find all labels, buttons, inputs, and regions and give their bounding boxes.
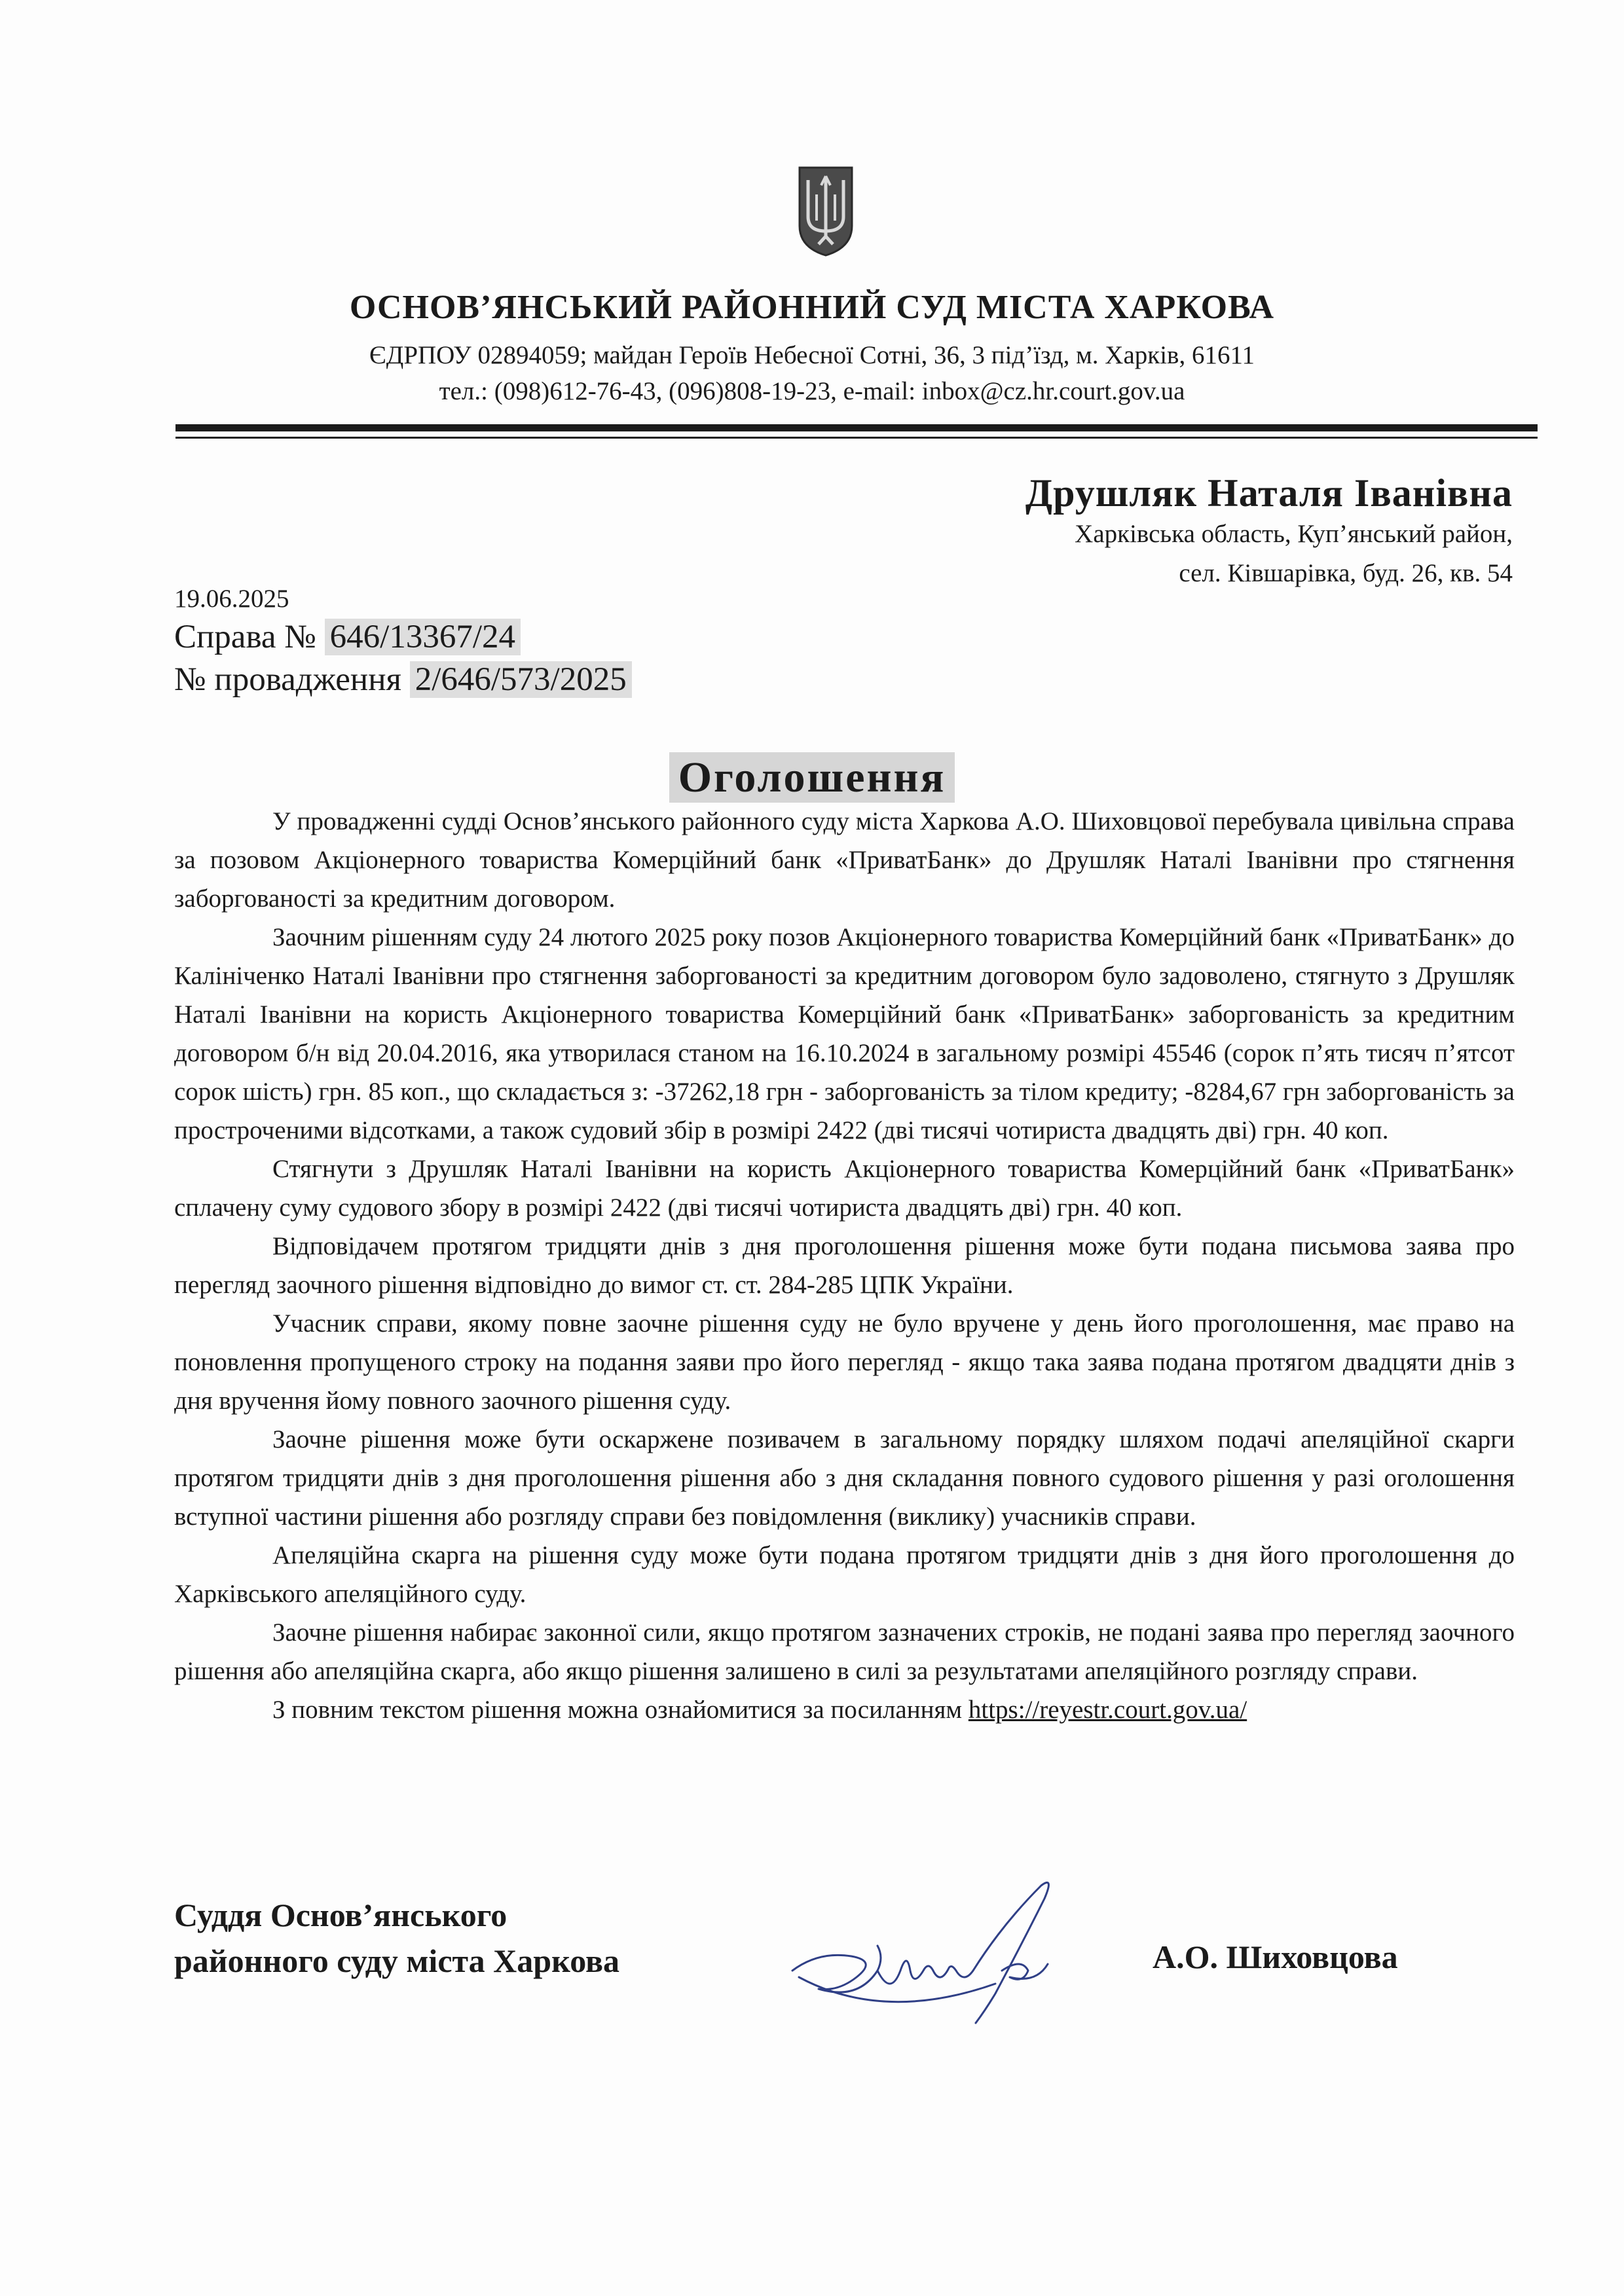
trident-coat-of-arms-icon: [798, 166, 854, 257]
announcement-body: [174, 802, 1515, 1729]
document-title: Оголошення: [669, 752, 955, 803]
recipient-address-line-2: сел. Ківшарівка, буд. 26, кв. 54: [1179, 559, 1513, 588]
paragraph: Стягнути з Друшляк Наталі Іванівни на користь Акціонерного товариства Комерційний банк «ПриватБанк» сплачену суму судового збору в розмірі 2422 (дві тисячі чотириста двадцять дві) грн. 40 коп.: [174, 1155, 1515, 1222]
proceeding-number-label: № провадження: [174, 661, 401, 698]
paragraph: Відповідачем протягом тридцяти днів з дня проголошення рішення може бути подана письмова заява про перегляд заочного рішення відповідно до вимог ст. ст. 284-285 ЦПК України.: [174, 1232, 1515, 1299]
paragraph-with-link: [174, 1690, 1515, 1729]
header-divider-thick: [175, 424, 1538, 431]
judge-position-line-1: Суддя Основ’янського: [174, 1897, 507, 1933]
recipient-name: Друшляк Наталя Іванівна: [1025, 471, 1513, 515]
link-intro-text: З повним текстом рішення можна ознайомитися за посиланням: [272, 1696, 963, 1724]
proceeding-number: 2/646/573/2025: [410, 661, 632, 698]
handwritten-signature-icon: [779, 1872, 1094, 2056]
court-name: ОСНОВ’ЯНСЬКИЙ РАЙОННИЙ СУД МІСТА ХАРКОВА: [349, 289, 1275, 326]
paragraph: Заочне рішення набирає законної сили, якщо протягом зазначених строків, не подані заява про перегляд заочного рішення або апеляційна скарга, або якщо рішення залишено в силі за результатами апеляційного розгляду справи.: [174, 1618, 1515, 1685]
court-address: ЄДРПОУ 02894059; майдан Героїв Небесної Сотні, 36, 3 під’їзд, м. Харків, 61611: [369, 341, 1255, 369]
recipient-address-line-1: Харківська область, Куп’янський район,: [1075, 520, 1513, 548]
paragraph: Заочним рішенням суду 24 лютого 2025 року позов Акціонерного товариства Комерційний банк «ПриватБанк» до Калініченко Наталі Іванівни про стягнення заборгованості за кредитним договором було задоволено, стягнуто з Друшляк Наталі Іванівни на користь Акціонерного товариства Комерційний банк «ПриватБанк» заборгованість за кредитним договором б/н від 20.04.2016, яка утворилася станом на 16.10.2024 в загальному розмірі 45546 (сорок п’ять тисяч п’ятсот сорок шість) грн. 85 коп., що складається з: -37262,18 грн - заборгованість за тілом кредиту; -8284,67 грн заборгованість за простроченими відсотками, а також судовий збір в розмірі 2422 (дві тисячі чотириста двадцять дві) грн. 40 коп.: [174, 923, 1515, 1144]
header-divider-thin: [175, 437, 1538, 439]
case-number: 646/13367/24: [325, 619, 521, 655]
registry-link[interactable]: https://reyestr.court.gov.ua/: [968, 1696, 1247, 1724]
recipient-block: [1025, 471, 1513, 594]
paragraph: У провадженні судді Основ’янського районного суду міста Харкова А.О. Шиховцової перебувала цивільна справа за позовом Акціонерного товариства Комерційний банк «ПриватБанк» до Друшляк Наталі Іванівни про стягнення заборгованості за кредитним договором.: [174, 807, 1515, 913]
paragraph: Учасник справи, якому повне заочне рішення суду не було вручене у день його проголошення, має право на поновлення пропущеного строку на подання заяви про його перегляд - якщо така заява подана протягом двадцяти днів з дня вручення йому повного заочного рішення суду.: [174, 1309, 1515, 1415]
judge-position-line-2: районного суду міста Харкова: [174, 1942, 620, 1979]
paragraph: Апеляційна скарга на рішення суду може бути подана протягом тридцяти днів з дня його проголошення до Харківського апеляційного суду.: [174, 1541, 1515, 1608]
case-number-label: Справа №: [174, 618, 316, 655]
judge-name: А.О. Шиховцова: [1153, 1939, 1398, 1975]
judge-position: [174, 1892, 619, 1984]
paragraph: Заочне рішення може бути оскаржене позивачем в загальному порядку шляхом подачі апеляційної скарги протягом тридцяти днів з дня проголошення рішення або з дня складання повного судового рішення у разі оголошення вступної частини рішення або розгляду справи без повідомлення (виклику) учасників справи.: [174, 1425, 1515, 1531]
document-title-block: [0, 753, 1624, 803]
case-meta: [174, 583, 632, 701]
proceeding-number-line: [174, 659, 632, 701]
case-number-line: [174, 616, 632, 659]
document-date: 19.06.2025: [174, 585, 289, 613]
court-contacts: тел.: (098)612-76-43, (096)808-19-23, e-mail: inbox@cz.hr.court.gov.ua: [439, 377, 1185, 405]
